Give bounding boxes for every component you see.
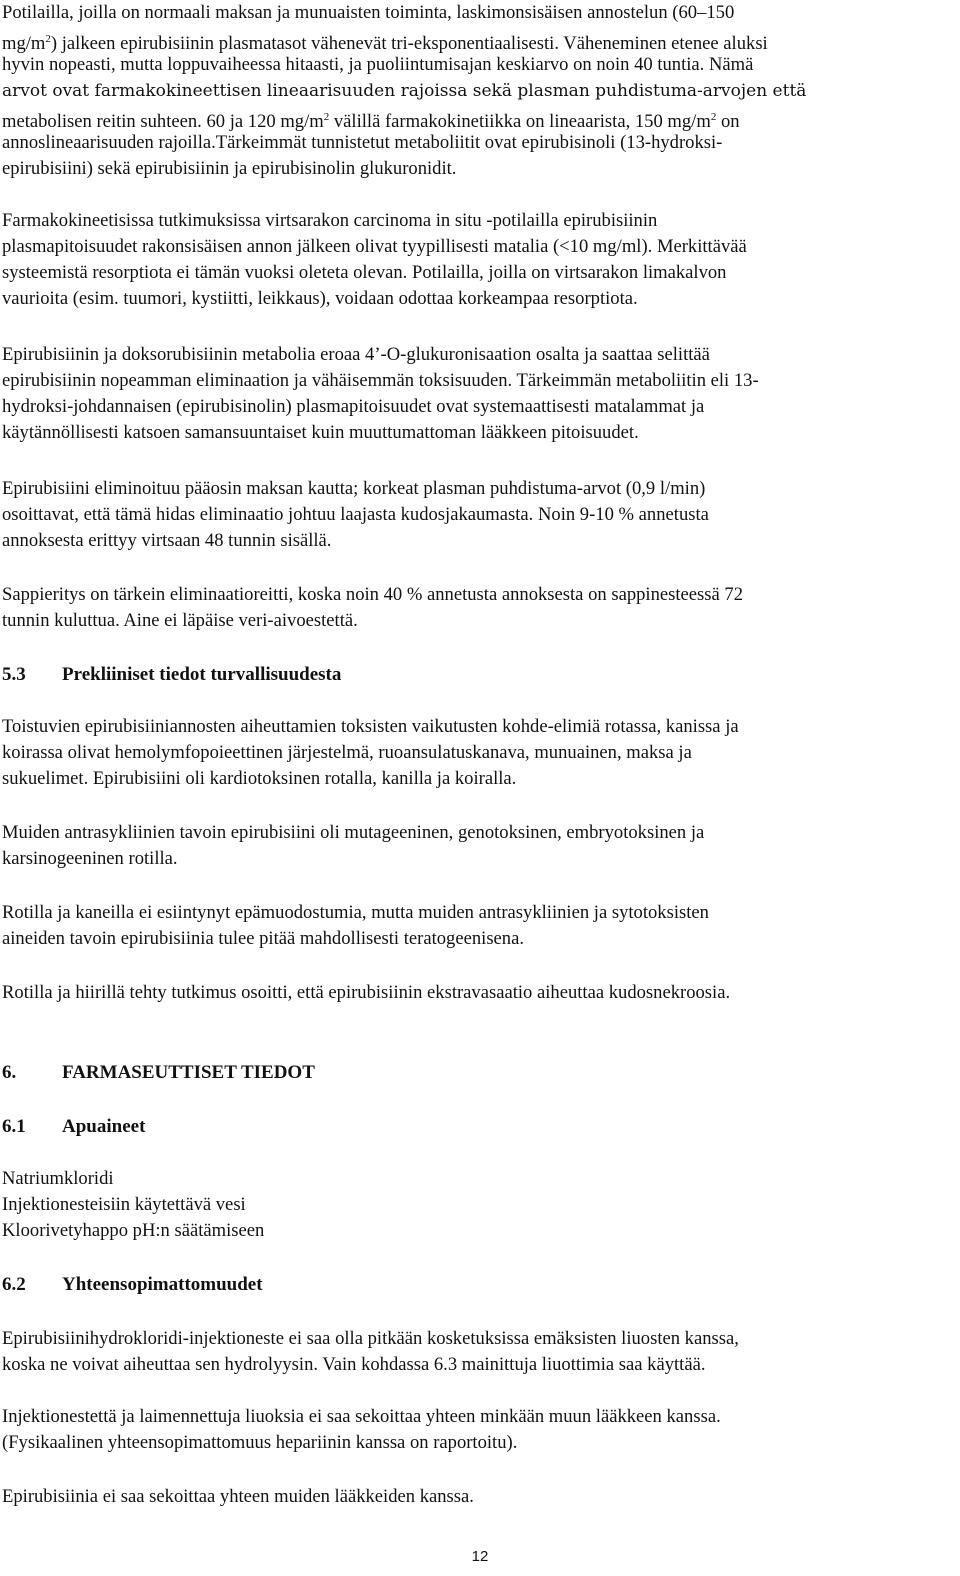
text-line: vaurioita (esim. tuumori, kystiitti, leikkaus), voidaan odottaa korkeampaa resorptiota. (2, 288, 638, 309)
text-line: käytännöllisesti katsoen samansuuntaiset kuin muuttumattoman lääkkeen pitoisuudet. (2, 422, 639, 443)
text-line: Injektionestettä ja laimennettuja liuoksia ei saa sekoittaa yhteen minkään muun lääkkeen kanssa. (2, 1406, 721, 1427)
text-line: tunnin kuluttua. Aine ei läpäise veri-aivoestettä. (2, 610, 358, 631)
text-line: hyvin nopeasti, mutta loppuvaiheessa hitaasti, ja puoliintumisajan keskiarvo on noin 40 tuntia. Nämä (2, 54, 754, 75)
text-line: epirubisiini) sekä epirubisiinin ja epirubisinolin glukuronidit. (2, 158, 457, 179)
text-line: Epirubisiinin ja doksorubisiinin metabolia eroaa 4’-O-glukuronisaation osalta ja saattaa selittää (2, 344, 710, 365)
text-line: Epirubisiinihydrokloridi-injektioneste ei saa olla pitkään kosketuksissa emäksisten liuosten kanssa, (2, 1328, 739, 1349)
excipient-item: Natriumkloridi (2, 1168, 114, 1189)
text-line: Epirubisiini eliminoituu pääosin maksan kautta; korkeat plasman puhdistuma-arvot (0,9 l/min) (2, 478, 706, 499)
text-line: annoksesta erittyy virtsaan 48 tunnin sisällä. (2, 530, 332, 551)
text-line: osoittavat, että tämä hidas eliminaatio johtuu laajasta kudosjakaumasta. Noin 9-10 % annetusta (2, 504, 709, 525)
text-line: annoslineaarisuuden rajoilla.Tärkeimmät tunnistetut metaboliitit ovat epirubisinoli (13-hydroksi- (2, 132, 723, 153)
text-line: karsinogeeninen rotilla. (2, 848, 178, 869)
text-line: hydroksi-johdannaisen (epirubisinolin) plasmapitoisuudet ovat systemaattisesti matalammat ja (2, 396, 705, 417)
text-line: Rotilla ja hiirillä tehty tutkimus osoitti, että epirubisiinin ekstravasaatio aiheuttaa kudosnekroosia. (2, 982, 731, 1003)
excipient-item: Injektionesteisiin käytettävä vesi (2, 1194, 246, 1215)
text-line: (Fysikaalinen yhteensopimattomuus hepariinin kanssa on raportoitu). (2, 1432, 518, 1453)
text-line: koirassa olivat hemolymfopoieettinen järjestelmä, ruoansulatuskanava, munuainen, maksa ja (2, 742, 692, 763)
text-line: Rotilla ja kaneilla ei esiintynyt epämuodostumia, mutta muiden antrasykliinien ja sytotoksisten (2, 902, 709, 923)
page-number: 12 (471, 1548, 489, 1565)
section-heading-6-1: 6.1 Apuaineet (2, 1116, 146, 1137)
section-heading-6: 6. FARMASEUTTISET TIEDOT (2, 1062, 315, 1083)
text-line: systeemistä resorptiota ei tämän vuoksi oleteta olevan. Potilailla, joilla on virtsarakon limakalvon (2, 262, 727, 283)
text-line: Muiden antrasykliinien tavoin epirubisiini oli mutageeninen, genotoksinen, embryotoksinen ja (2, 822, 705, 843)
text-line: aineiden tavoin epirubisiinia tulee pitää mahdollisesti teratogeenisena. (2, 928, 525, 949)
text-line: epirubisiinin nopeamman eliminaation ja vähäisemmän toksisuuden. Tärkeimmän metaboliitin eli 13- (2, 370, 759, 391)
text-line: Potilailla, joilla on normaali maksan ja munuaisten toiminta, laskimonsisäisen annostelun (60–150 (2, 2, 735, 23)
text-line: metabolisen reitin suhteen. 60 ja 120 $mg/m^2$ välillä farmakokinetiikka on lineaarista, 150 $mg/m^2$ on (2, 111, 740, 133)
section-heading-6-2: 6.2 Yhteensopimattomuudet (2, 1274, 263, 1295)
text-line: Epirubisiinia ei saa sekoittaa yhteen muiden lääkkeiden kanssa. (2, 1486, 474, 1507)
text-line: koska ne voivat aiheuttaa sen hydrolyysin. Vain kohdassa 6.3 mainittuja liuottimia saa käyttää. (2, 1354, 706, 1375)
text-line: sukuelimet. Epirubisiini oli kardiotoksinen rotalla, kanilla ja koiralla. (2, 768, 517, 789)
text-line: Sappieritys on tärkein eliminaatioreitti, koska noin 40 % annetusta annoksesta on sappinesteessä 72 (2, 584, 743, 605)
text-line: arvot ovat farmakokineettisen lineaarisuuden rajoissa sekä plasman puhdistuma-arvojen että (2, 81, 807, 101)
text-line: $mg/m^2$) jalkeen epirubisiinin plasmatasot vähenevät tri-eksponentiaalisesti. Väheneminen etenee aluksi (2, 33, 768, 55)
text-line: plasmapitoisuudet rakonsisäisen annon jälkeen olivat tyypillisesti matalia (<10 mg/ml). Merkittävää (2, 236, 747, 257)
section-heading-5-3: 5.3 Prekliiniset tiedot turvallisuudesta (2, 664, 342, 685)
text-line: Farmakokineetisissa tutkimuksissa virtsarakon carcinoma in situ -potilailla epirubisiinin (2, 210, 658, 231)
excipient-item: Kloorivetyhappo pH:n säätämiseen (2, 1220, 265, 1241)
text-line: Toistuvien epirubisiiniannosten aiheuttamien toksisten vaikutusten kohde-elimiä rotassa, kanissa ja (2, 716, 739, 737)
